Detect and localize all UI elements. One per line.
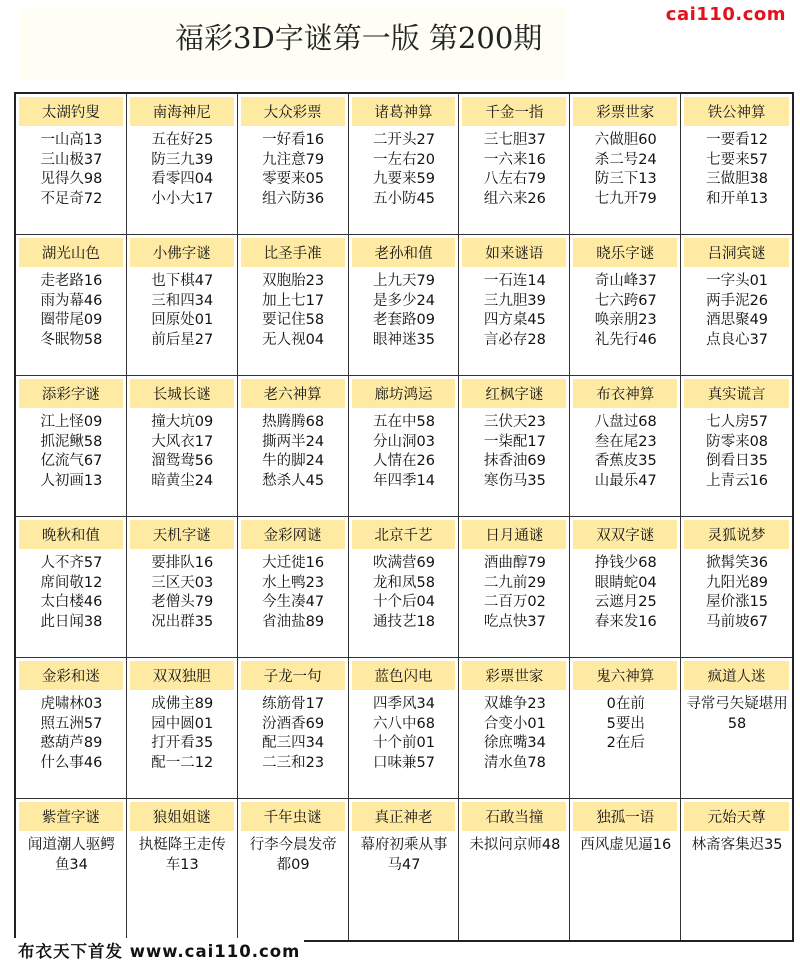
puzzle-cell [681,235,792,376]
puzzle-cell-title: 大众彩票 [241,97,345,126]
puzzle-cell-body [238,549,348,657]
puzzle-line: 配一二12 [151,754,214,771]
puzzle-line: 叁在尾23 [594,433,657,450]
puzzle-cell-body [570,549,680,657]
puzzle-cell-body [349,690,459,798]
puzzle-line: 幕府初乘从事马47 [360,837,448,873]
puzzle-cell-body [238,126,348,234]
puzzle-line: 礼先行46 [594,331,657,348]
puzzle-line: 马前坡67 [706,613,769,630]
puzzle-line: 无人视04 [262,331,325,348]
puzzle-line: 撕两半24 [262,433,325,450]
puzzle-cell-title: 千金一指 [462,97,566,126]
puzzle-cell-title: 老六神算 [241,379,345,408]
puzzle-line: 分山洞03 [373,433,435,450]
puzzle-line: 园中圆01 [151,715,214,732]
puzzle-cell [16,799,127,940]
puzzle-cell-body [238,267,348,375]
puzzle-cell [349,235,460,376]
puzzle-line: 大迁徙16 [262,555,325,571]
puzzle-line: 眼睛蛇04 [594,574,657,591]
puzzle-line: 年四季14 [373,472,435,489]
puzzle-cell-body [349,831,459,940]
puzzle-cell-title: 天机字谜 [130,520,234,549]
puzzle-cell [238,517,349,658]
puzzle-cell [459,94,570,235]
puzzle-cell-body [349,408,459,516]
puzzle-line: 组六防36 [262,190,325,207]
puzzle-line: 一要看12 [706,132,769,148]
puzzle-cell [570,799,681,940]
puzzle-cell-body [127,408,237,516]
puzzle-line: 圈带尾09 [40,312,103,328]
puzzle-line: 上九天79 [373,273,435,289]
puzzle-cell-title: 灵狐说梦 [684,520,789,549]
puzzle-cell-body [570,831,680,940]
puzzle-line: 五在好25 [151,132,214,148]
puzzle-cell [238,376,349,517]
puzzle-line: 老僧头79 [151,594,214,610]
puzzle-cell-title: 湖光山色 [19,238,123,267]
puzzle-cell [238,94,349,235]
puzzle-cell [16,376,127,517]
puzzle-table [14,92,794,942]
puzzle-cell [16,517,127,658]
puzzle-line: 倒看日35 [706,453,769,469]
puzzle-line: 九阳光89 [706,574,769,591]
puzzle-line: 三和四34 [151,292,214,309]
puzzle-line: 闻道潮人驱鳄鱼34 [27,837,115,873]
puzzle-cell-body [570,690,680,798]
puzzle-line: 暗黄尘24 [151,472,214,489]
puzzle-line: 今生凑47 [262,594,325,610]
puzzle-line: 成佛主89 [151,696,214,712]
puzzle-line: 一柒配17 [483,433,546,450]
puzzle-line: 二九前29 [483,574,546,591]
puzzle-line: 山最乐47 [594,472,657,489]
puzzle-line: 七要来57 [706,151,769,168]
puzzle-line: 一字头01 [706,273,769,289]
puzzle-cell [681,799,792,940]
puzzle-line: 组六来26 [483,190,546,207]
puzzle-line: 奇山峰37 [594,273,657,289]
puzzle-line: 水上鸭23 [262,574,325,591]
puzzle-line: 未拟问京师48 [469,837,561,853]
puzzle-cell-body [681,831,792,940]
puzzle-line: 通技艺18 [373,613,435,630]
puzzle-line: 两手泥26 [706,292,769,309]
puzzle-line: 小小大17 [151,190,214,207]
puzzle-line: 徐庶嘴34 [483,735,546,751]
puzzle-cell-body [459,690,569,798]
puzzle-line: 四季风34 [373,696,435,712]
puzzle-cell-body [16,408,126,516]
puzzle-line: 雨为幕46 [40,292,103,309]
puzzle-line: 春来发16 [594,613,657,630]
puzzle-cell-body [570,267,680,375]
puzzle-cell-title: 太湖钓叟 [19,97,123,126]
puzzle-cell-body [681,690,792,798]
puzzle-line: 双雄争23 [483,696,546,712]
puzzle-line: 酒曲醇79 [483,555,546,571]
puzzle-line: 此日闻38 [40,613,103,630]
puzzle-cell [681,517,792,658]
puzzle-cell-title: 北京千艺 [352,520,456,549]
puzzle-cell-title: 晚秋和值 [19,520,123,549]
puzzle-line: 要记住58 [262,312,325,328]
puzzle-line: 抓泥鳅58 [40,433,103,450]
puzzle-line: 香蕉皮35 [594,453,657,469]
puzzle-cell [238,235,349,376]
puzzle-cell [238,658,349,799]
puzzle-cell-body [16,267,126,375]
puzzle-line: 什么事46 [40,754,103,771]
puzzle-line: 5要出 [606,715,645,732]
puzzle-line: 大风衣17 [151,433,214,450]
puzzle-cell-title: 金彩和迷 [19,661,123,690]
puzzle-line: 双胞胎23 [262,273,325,289]
puzzle-line: 杀二号24 [594,151,657,168]
puzzle-cell-title: 子龙一句 [241,661,345,690]
puzzle-cell-title: 彩票世家 [573,97,677,126]
puzzle-cell-title: 日月通谜 [462,520,566,549]
puzzle-line: 掀髯笑36 [706,555,769,571]
puzzle-line: 防三下13 [594,171,657,187]
puzzle-cell-title: 狼姐姐谜 [130,802,234,831]
puzzle-cell-title: 石敢当撞 [462,802,566,831]
puzzle-line: 六八中68 [373,715,435,732]
puzzle-line: 愁杀人45 [262,472,325,489]
puzzle-line: 言必存28 [483,331,546,348]
puzzle-cell [127,517,238,658]
puzzle-cell [570,517,681,658]
puzzle-line: 林斋客集迟35 [691,837,783,853]
puzzle-cell [349,94,460,235]
puzzle-line: 三九胆39 [483,292,546,309]
puzzle-line: 九要来59 [373,171,435,187]
puzzle-line: 八左右79 [483,171,546,187]
puzzle-cell [127,94,238,235]
puzzle-line: 二百万02 [483,594,546,610]
puzzle-cell [570,376,681,517]
puzzle-line: 八盘过68 [594,414,657,430]
footer-credit[interactable]: 布衣天下首发 www.cai110.com [14,938,304,962]
puzzle-line: 二三和23 [262,754,325,771]
puzzle-line: 五小防45 [373,190,435,207]
puzzle-cell-body [459,267,569,375]
puzzle-line: 吹满营69 [373,555,435,571]
puzzle-line: 三七胆37 [483,132,546,148]
puzzle-line: 0在前 [606,696,645,712]
puzzle-cell-body [16,690,126,798]
puzzle-line: 人初画13 [40,472,103,489]
puzzle-cell-title: 晓乐字谜 [573,238,677,267]
puzzle-cell [570,235,681,376]
puzzle-line: 三区天03 [151,574,214,591]
puzzle-cell-title: 疯道人迷 [684,661,789,690]
puzzle-line: 虎啸林03 [40,696,103,712]
puzzle-line: 牛的脚24 [262,453,325,469]
puzzle-cell-body [349,267,459,375]
puzzle-line: 七六跨67 [594,292,657,309]
puzzle-line: 回原处01 [151,312,214,328]
puzzle-line: 一左右20 [373,151,435,168]
puzzle-line: 是多少24 [373,292,435,309]
puzzle-cell-body [681,267,792,375]
puzzle-cell [459,517,570,658]
site-logo[interactable]: cai110.com [665,4,786,25]
puzzle-line: 二开头27 [373,132,435,148]
puzzle-cell [16,94,127,235]
puzzle-cell-body [127,267,237,375]
puzzle-cell-title: 老孙和值 [352,238,456,267]
puzzle-line: 三伏天23 [483,414,546,430]
puzzle-line: 云遮月25 [594,594,657,610]
puzzle-cell-title: 双双字谜 [573,520,677,549]
puzzle-cell [349,658,460,799]
page-title: 福彩3D字谜第一版 第200期 [175,21,543,55]
puzzle-cell-body [681,408,792,516]
puzzle-line: 汾酒香69 [262,715,325,732]
puzzle-line: 照五洲57 [40,715,103,732]
puzzle-line: 寻常弓矢疑堪用58 [686,696,788,732]
puzzle-line: 上青云16 [706,472,769,489]
puzzle-line: 也下棋47 [151,273,214,289]
puzzle-line: 防三九39 [151,151,214,168]
puzzle-line: 席间敬12 [40,574,103,591]
puzzle-line: 挣钱少68 [594,555,657,571]
puzzle-cell [459,376,570,517]
puzzle-line: 七九开79 [594,190,657,207]
puzzle-line: 走老路16 [40,273,103,289]
puzzle-cell-title: 铁公神算 [684,97,789,126]
puzzle-cell-body [459,549,569,657]
puzzle-cell-title: 红枫字谜 [462,379,566,408]
puzzle-line: 清水鱼78 [483,754,546,771]
puzzle-line: 况出群35 [151,613,214,630]
puzzle-line: 要排队16 [151,555,214,571]
puzzle-cell [570,94,681,235]
puzzle-line: 点良心37 [706,331,769,348]
puzzle-cell-body [238,690,348,798]
puzzle-cell-body [238,408,348,516]
puzzle-line: 眼神迷35 [373,331,435,348]
puzzle-line: 配三四34 [262,735,325,751]
puzzle-cell-body [459,126,569,234]
puzzle-cell-title: 如来谜语 [462,238,566,267]
puzzle-cell [570,658,681,799]
puzzle-line: 十个后04 [373,594,435,610]
puzzle-line: 一山高13 [40,132,103,148]
puzzle-line: 屋价涨15 [706,594,769,610]
puzzle-cell-body [570,408,680,516]
puzzle-cell [681,376,792,517]
puzzle-line: 看零四04 [151,171,214,187]
puzzle-cell [349,799,460,940]
puzzle-line: 防零来08 [706,433,769,450]
puzzle-line: 合变小01 [483,715,546,732]
puzzle-cell-body [16,831,126,940]
puzzle-line: 撞大坑09 [151,414,214,430]
puzzle-cell [127,235,238,376]
puzzle-line: 加上七17 [262,292,325,309]
puzzle-cell [238,799,349,940]
puzzle-line: 三做胆38 [706,171,769,187]
puzzle-cell-title: 真正神老 [352,802,456,831]
puzzle-line: 打开看35 [151,735,214,751]
puzzle-line: 十个前01 [373,735,435,751]
puzzle-cell-body [459,831,569,940]
puzzle-cell [16,658,127,799]
puzzle-cell-title: 长城长谜 [130,379,234,408]
puzzle-line: 江上怪09 [40,414,103,430]
puzzle-cell [459,799,570,940]
puzzle-cell [127,799,238,940]
puzzle-cell-body [238,831,348,940]
puzzle-cell [459,658,570,799]
puzzle-line: 练筋骨17 [262,696,325,712]
puzzle-cell-title: 南海神尼 [130,97,234,126]
puzzle-line: 亿流气67 [40,453,103,469]
puzzle-cell-body [16,549,126,657]
puzzle-line: 九注意79 [262,151,325,168]
puzzle-line: 不足奇72 [40,190,103,207]
puzzle-cell-title: 小佛字谜 [130,238,234,267]
puzzle-cell-title: 蓝色闪电 [352,661,456,690]
puzzle-cell-body [127,549,237,657]
puzzle-line: 2在后 [606,735,645,751]
puzzle-cell-body [16,126,126,234]
puzzle-cell [459,235,570,376]
puzzle-cell-title: 金彩网谜 [241,520,345,549]
puzzle-cell-body [349,549,459,657]
puzzle-line: 老套路09 [373,312,435,328]
puzzle-line: 见得久98 [40,171,103,187]
puzzle-cell-body [127,831,237,940]
puzzle-line: 憨葫芦89 [40,735,103,751]
puzzle-cell [16,235,127,376]
puzzle-line: 冬眠物58 [40,331,103,348]
puzzle-cell-title: 元始天尊 [684,802,789,831]
puzzle-cell-title: 彩票世家 [462,661,566,690]
puzzle-line: 人不齐57 [40,555,103,571]
puzzle-line: 龙和凤58 [373,574,435,591]
puzzle-line: 唤亲朋23 [594,312,657,328]
puzzle-line: 执梃降王走传车13 [138,837,226,873]
puzzle-cell [127,658,238,799]
puzzle-line: 一石连14 [483,273,546,289]
puzzle-cell [349,376,460,517]
puzzle-line: 省油盐89 [262,613,325,630]
puzzle-line: 酒思聚49 [706,312,769,328]
puzzle-cell-title: 千年虫谜 [241,802,345,831]
puzzle-line: 寒伤马35 [483,472,546,489]
puzzle-cell-title: 独孤一语 [573,802,677,831]
puzzle-line: 行李今晨发帝都09 [249,837,337,873]
puzzle-cell-title: 廊坊鸿运 [352,379,456,408]
puzzle-line: 热腾腾68 [262,414,325,430]
puzzle-cell-title: 真实谎言 [684,379,789,408]
puzzle-line: 七人房57 [706,414,769,430]
puzzle-cell-title: 紫萱字谜 [19,802,123,831]
puzzle-cell-title: 诸葛神算 [352,97,456,126]
puzzle-line: 六做胆60 [594,132,657,148]
puzzle-line: 四方桌45 [483,312,546,328]
puzzle-cell-title: 双双独胆 [130,661,234,690]
puzzle-line: 太白楼46 [40,594,103,610]
puzzle-line: 五在中58 [373,414,435,430]
puzzle-line: 一六来16 [483,151,546,168]
puzzle-line: 溜鸳鸯56 [151,453,214,469]
puzzle-cell [349,517,460,658]
puzzle-cell [681,94,792,235]
puzzle-cell [681,658,792,799]
puzzle-line: 口味兼57 [373,754,435,771]
puzzle-line: 三山极37 [40,151,103,168]
puzzle-cell-body [127,126,237,234]
puzzle-cell [127,376,238,517]
puzzle-line: 吃点快37 [483,613,546,630]
puzzle-line: 和开单13 [706,190,769,207]
puzzle-cell-body [570,126,680,234]
puzzle-cell-title: 鬼六神算 [573,661,677,690]
puzzle-cell-body [681,549,792,657]
puzzle-line: 西风虚见逼16 [580,837,672,853]
puzzle-cell-title: 添彩字谜 [19,379,123,408]
puzzle-line: 抹香油69 [483,453,546,469]
puzzle-line: 前后星27 [151,331,214,348]
puzzle-cell-body [349,126,459,234]
puzzle-cell-body [459,408,569,516]
puzzle-cell-title: 比圣手准 [241,238,345,267]
puzzle-line: 人情在26 [373,453,435,469]
puzzle-cell-title: 布衣神算 [573,379,677,408]
puzzle-line: 一好看16 [262,132,325,148]
puzzle-cell-title: 吕洞宾谜 [684,238,789,267]
puzzle-cell-body [681,126,792,234]
puzzle-line: 零要来05 [262,171,325,187]
puzzle-cell-body [127,690,237,798]
